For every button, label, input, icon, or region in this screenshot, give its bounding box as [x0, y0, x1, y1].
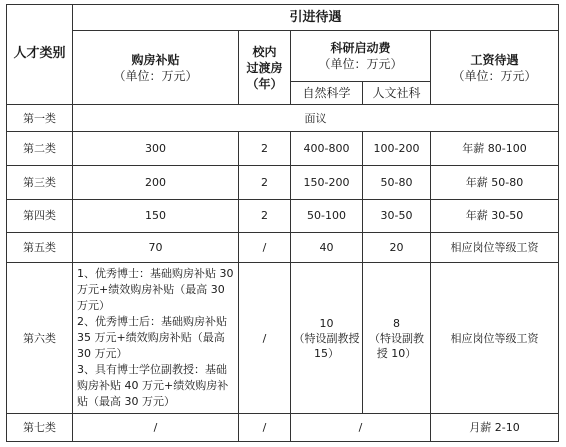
housing-cell: 200: [73, 165, 239, 199]
category-cell: 第三类: [7, 165, 73, 199]
table-row: [7, 233, 559, 263]
transition-cell: /: [239, 414, 291, 442]
header-row-1: [7, 5, 559, 31]
table-row: [7, 199, 559, 233]
housing-cell: 70: [73, 233, 239, 263]
header-category: 人才类别: [7, 5, 73, 105]
salary-cell: 年薪 50-80: [431, 165, 559, 199]
humanities-cell: 8 （特设副教 授 10）: [363, 262, 431, 414]
transition-cell: 2: [239, 165, 291, 199]
humanities-cell: 30-50: [363, 199, 431, 233]
salary-cell: 月薪 2-10: [431, 414, 559, 442]
header-salary: [431, 31, 559, 104]
header-salary-title: 工资待遇: [470, 52, 519, 67]
salary-cell: 相应岗位等级工资: [431, 233, 559, 263]
housing-cell: 1、优秀博士：基础购房补贴 30 万元+绩效购房补贴（最高 30 万元） 2、优秀博士后：基础购房补贴 35 万元+绩效购房补贴（最高 30 万元） 3、具有博士学位副教授：基础购房补贴 40 万元+绩效购房补贴（最高 30 万元）: [73, 262, 239, 414]
salary-cell: 年薪 30-50: [431, 199, 559, 233]
category-cell: 第七类: [7, 414, 73, 442]
transition-cell: /: [239, 233, 291, 263]
category-cell: 第二类: [7, 132, 73, 166]
header-humanities: 人文社科: [363, 82, 431, 104]
table-row: [7, 104, 559, 132]
category-cell: 第五类: [7, 233, 73, 263]
salary-cell: 相应岗位等级工资: [431, 262, 559, 414]
natural-cell: 400-800: [291, 132, 363, 166]
housing-cell: 300: [73, 132, 239, 166]
natural-cell: 50-100: [291, 199, 363, 233]
category-cell: 第一类: [7, 104, 73, 132]
transition-cell: /: [239, 262, 291, 414]
header-row-2: [7, 31, 559, 82]
natural-cell: 10 （特设副教授 15）: [291, 262, 363, 414]
header-housing-title: 购房补贴: [131, 52, 180, 67]
housing-cell: 150: [73, 199, 239, 233]
humanities-cell: 20: [363, 233, 431, 263]
housing-cell: /: [73, 414, 239, 442]
category-cell: 第六类: [7, 262, 73, 414]
header-salary-unit: （单位：万元）: [452, 68, 537, 83]
talent-treatment-table: [6, 4, 559, 442]
header-treatment: 引进待遇: [73, 5, 559, 31]
natural-cell: 40: [291, 233, 363, 263]
natural-cell: 150-200: [291, 165, 363, 199]
research-cell: /: [291, 414, 431, 442]
header-housing-unit: （单位：万元）: [113, 68, 198, 83]
humanities-cell: 100-200: [363, 132, 431, 166]
salary-cell: 年薪 80-100: [431, 132, 559, 166]
transition-cell: 2: [239, 132, 291, 166]
transition-cell: 2: [239, 199, 291, 233]
table-row: [7, 132, 559, 166]
category-cell: 第四类: [7, 199, 73, 233]
table-row: [7, 262, 559, 414]
negotiable-cell: 面议: [73, 104, 559, 132]
table-row: [7, 414, 559, 442]
humanities-cell: 50-80: [363, 165, 431, 199]
header-housing: [73, 31, 239, 104]
header-natural: 自然科学: [291, 82, 363, 104]
header-research-unit: （单位：万元）: [318, 57, 403, 72]
header-transition: 校内 过渡房 （年）: [239, 31, 291, 104]
header-research: [291, 31, 431, 82]
header-research-title: 科研启动费: [330, 41, 391, 56]
table-row: [7, 165, 559, 199]
